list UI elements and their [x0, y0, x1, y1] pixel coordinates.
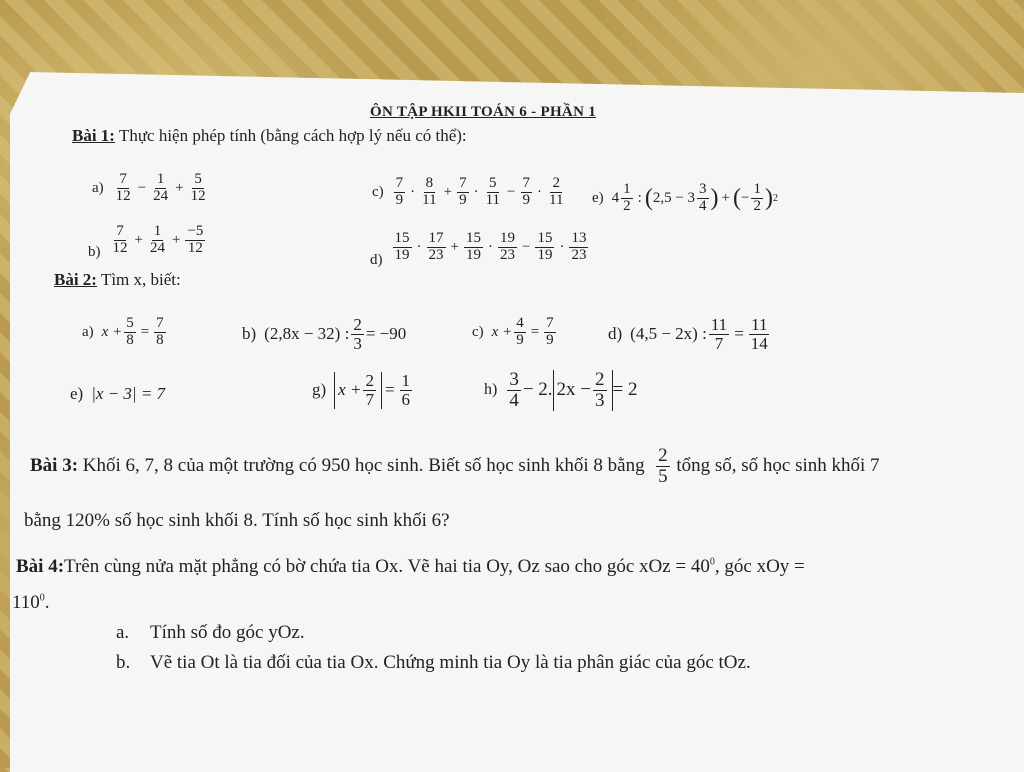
- fraction: $\frac{5}{8}$: [126, 315, 134, 348]
- bai2-e: e) |x − 3| = 7: [70, 384, 166, 403]
- bai3-line2: bằng 120% số học sinh khối 8. Tính số học sinh khối 6?: [24, 510, 450, 531]
- fraction: $\frac{7}{9}$: [459, 175, 467, 208]
- bai1-e: e) 4 $\frac{1}{2}$ : ( 2,5 − 3 $\frac{3}{4}$ ) + ( − $\frac{1}{2}$ ) 2: [592, 181, 778, 214]
- fraction: $\frac{4}{9}$: [516, 315, 524, 348]
- fraction: $\frac{7}{9}$: [395, 175, 404, 208]
- absolute-value: x + $\frac{2}{7}$: [334, 372, 382, 409]
- bai4-item-a: a. Tính số đo góc yOz.: [116, 622, 305, 643]
- fraction: $\frac{19}{23}$: [499, 230, 515, 263]
- bai2-heading: [54, 270, 181, 290]
- fraction: $\frac{3}{4}$: [699, 181, 707, 214]
- bai1-d-label: d): [370, 252, 383, 268]
- bai2-label: Bài 2:: [54, 270, 97, 289]
- fraction: $\frac{2}{3}$: [595, 369, 605, 411]
- bai1-c-label: c): [372, 183, 384, 200]
- fraction: $\frac{15}{19}$: [537, 230, 553, 263]
- fraction: $\frac{1}{24}$: [149, 223, 165, 256]
- bai1-a: a) $\frac{7}{12}$ − $\frac{1}{24}$ + $\frac{5}{12}$: [92, 171, 206, 204]
- bai1-b-label: b): [88, 244, 101, 260]
- bai3-text1: Khối 6, 7, 8 của một trường có 950 học sinh. Biết số học sinh khối 8 bằng: [82, 455, 645, 477]
- bai3-line1: [30, 446, 880, 487]
- worksheet-title: ÔN TẬP HKII TOÁN 6 - PHẦN 1: [370, 104, 597, 120]
- fraction: $\frac{15}{19}$: [394, 230, 410, 263]
- fraction: $\frac{2}{11}$: [549, 175, 564, 208]
- bai1-heading: [72, 126, 467, 146]
- fraction: $\frac{11}{14}$: [750, 315, 768, 353]
- bai1-b: b) $\frac{7}{12}$ + $\frac{1}{24}$ + $\frac{-5}{12}$: [88, 223, 204, 260]
- bai1-a-label: a): [92, 179, 104, 196]
- absolute-value: 2x − $\frac{2}{3}$: [553, 370, 613, 411]
- bai4-line1: Bài 4:Trên cùng nửa mặt phẳng có bờ chứa tia Ox. Vẽ hai tia Oy, Oz sao cho góc xOz = $40^0$, góc xOy =: [16, 556, 805, 577]
- bai2-d: d) (4,5 − 2x) : $\frac{11}{7}$ = $\frac{11}{14}$: [608, 315, 768, 353]
- fraction: $\frac{7}{12}$: [115, 171, 131, 204]
- bai3-text2: tổng số, số học sinh khối 7: [676, 455, 880, 477]
- fraction: $\frac{8}{11}$: [422, 175, 437, 208]
- bai2-b: b) (2,8x − 32) : $\frac{2}{3}$ = −90: [242, 315, 407, 353]
- fraction: $\frac{17}{23}$: [428, 230, 444, 263]
- fraction: $\frac{5}{11}$: [485, 175, 501, 208]
- fraction: $\frac{15}{19}$: [465, 230, 481, 263]
- bai1-label: Bài 1:: [72, 126, 115, 145]
- bai2-h: h) $\frac{3}{4}$ − 2. 2x − $\frac{2}{3}$ = 2: [484, 369, 638, 411]
- fraction: $\frac{1}{2}$: [623, 181, 631, 214]
- fraction: $\frac{7}{9}$: [546, 315, 554, 348]
- fraction: $\frac{2}{5}$: [658, 445, 668, 487]
- fraction: $\frac{2}{7}$: [365, 371, 374, 409]
- bai1-c: c) $\frac{7}{9}$ · $\frac{8}{11}$ + $\frac{7}{9}$ · $\frac{5}{11}$ − $\frac{7}{9}$ · $\frac{2}{11}$: [372, 175, 564, 208]
- fraction: $\frac{7}{9}$: [522, 175, 530, 208]
- bai4-line2: $110^0$.: [12, 592, 50, 613]
- fraction: $\frac{5}{12}$: [190, 171, 206, 204]
- fraction: $\frac{3}{4}$: [509, 369, 519, 411]
- bai1-e-label: e): [592, 189, 604, 206]
- bai1-d: d) $\frac{15}{19}$ · $\frac{17}{23}$ + $\frac{15}{19}$ · $\frac{19}{23}$ − $\frac{15}{19}$ · $\frac{13}{23}$: [370, 230, 587, 268]
- bai4-label: Bài 4:: [16, 556, 65, 577]
- bai2-a: a) x + $\frac{5}{8}$ = $\frac{7}{8}$: [82, 315, 164, 348]
- fraction: $\frac{-5}{12}$: [187, 223, 204, 256]
- fraction: $\frac{1}{24}$: [153, 171, 169, 204]
- fraction: $\frac{1}{6}$: [401, 371, 411, 409]
- fraction: $\frac{7}{12}$: [112, 223, 128, 256]
- bai2-text: Tìm x, biết:: [100, 270, 181, 289]
- fraction: $\frac{11}{7}$: [710, 315, 728, 353]
- fraction: $\frac{13}{23}$: [571, 230, 587, 263]
- bai4-item-b: b. Vẽ tia Ot là tia đối của tia Ox. Chứng minh tia Oy là tia phân giác của góc tOz.: [116, 652, 751, 673]
- bai2-g: g) x + $\frac{2}{7}$ = $\frac{1}{6}$: [312, 371, 411, 409]
- bai3-label: Bài 3:: [30, 455, 79, 477]
- bai2-c: c) x + $\frac{4}{9}$ = $\frac{7}{9}$: [472, 315, 554, 348]
- fraction: $\frac{2}{3}$: [353, 315, 362, 353]
- fraction: $\frac{1}{2}$: [753, 181, 761, 214]
- bai1-text: Thực hiện phép tính (bằng cách hợp lý nếu có thể):: [118, 126, 467, 145]
- fraction: $\frac{7}{8}$: [156, 315, 164, 348]
